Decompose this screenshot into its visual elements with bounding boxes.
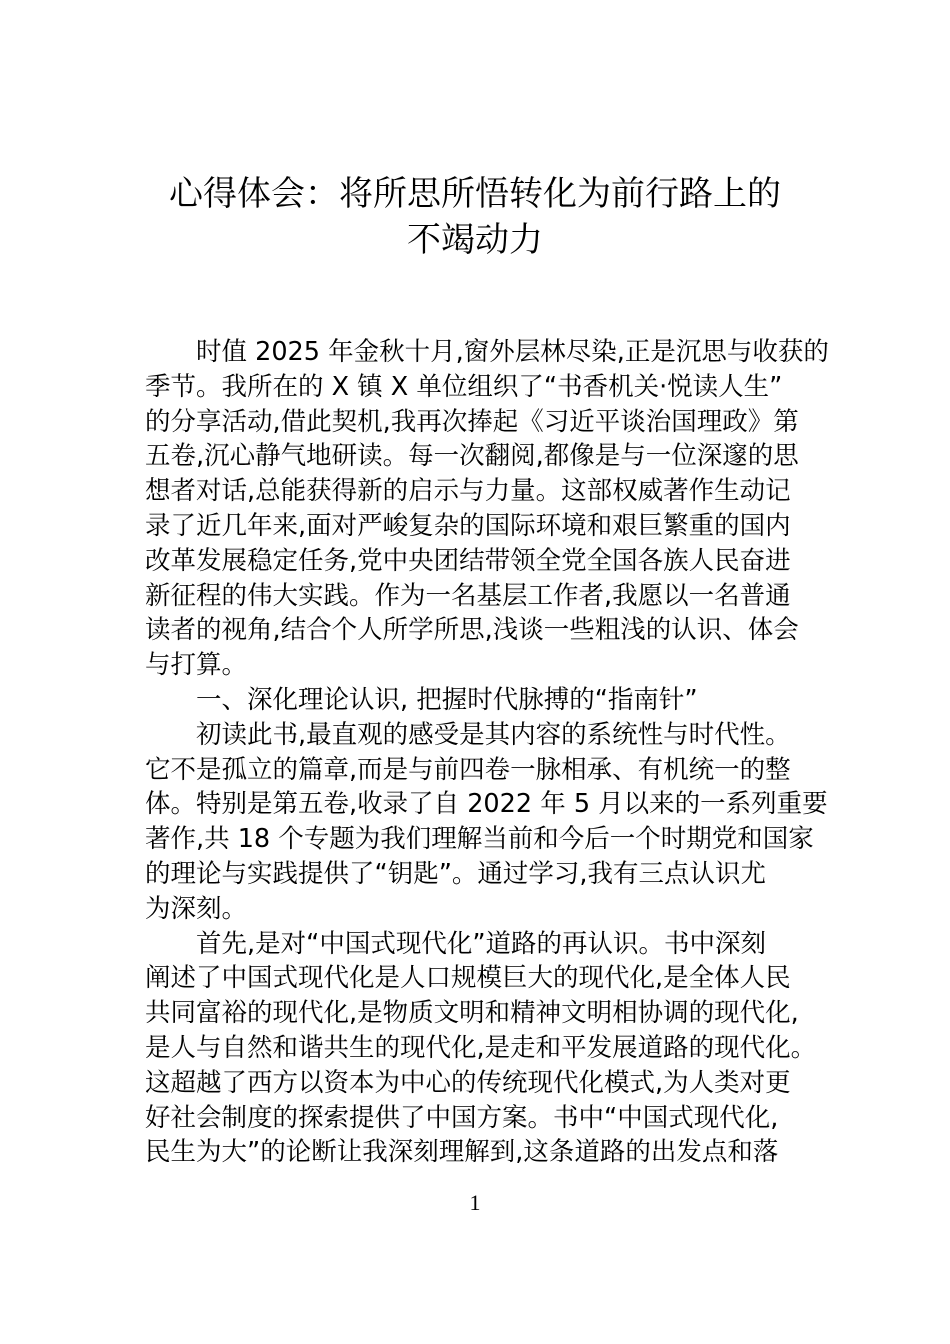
- body-line: 民生为大”的论断让我深刻理解到,这条道路的出发点和落: [145, 1137, 779, 1168]
- section-heading: 一、深化理论认识, 把握时代脉搏的“指南针”: [196, 684, 698, 715]
- body-line: 想者对话,总能获得新的启示与力量。这部权威著作生动记: [145, 476, 791, 507]
- body-line: 改革发展稳定任务,党中央团结带领全党全国各族人民奋进: [145, 545, 791, 576]
- body-line: 它不是孤立的篇章,而是与前四卷一脉相承、有机统一的整: [145, 754, 791, 785]
- body-line: 这超越了西方以资本为中心的传统现代化模式,为人类对更: [145, 1067, 791, 1098]
- body-line: 为深刻。: [145, 893, 248, 924]
- body-line: 录了近几年来,面对严峻复杂的国际环境和艰巨繁重的国内: [145, 510, 791, 541]
- page-number: 1: [469, 1190, 481, 1215]
- document-title-line-2: 不竭动力: [407, 220, 543, 260]
- body-line: 共同富裕的现代化,是物质文明和精神文明相协调的现代化,: [145, 998, 799, 1029]
- body-line: 的分享活动,借此契机,我再次捧起《习近平谈治国理政》第: [145, 406, 799, 437]
- body-line: 时值 2025 年金秋十月,窗外层林尽染,正是沉思与收获的: [196, 337, 829, 367]
- body-line: 五卷,沉心静气地研读。每一次翻阅,都像是与一位深邃的思: [145, 441, 799, 472]
- body-line: 读者的视角,结合个人所学所思,浅谈一些粗浅的认识、体会: [145, 615, 799, 646]
- body-line: 与打算。: [145, 650, 248, 681]
- body-line: 季节。我所在的 X 镇 X 单位组织了“书香机关·悦读人生”: [145, 371, 783, 402]
- body-line: 体。特别是第五卷,收录了自 2022 年 5 月以来的一系列重要: [145, 789, 828, 820]
- body-line: 是人与自然和谐共生的现代化,是走和平发展道路的现代化。: [145, 1032, 817, 1063]
- body-line: 首先,是对“中国式现代化”道路的再认识。书中深刻: [196, 928, 767, 959]
- document-title-line-1: 心得体会：将所思所悟转化为前行路上的: [169, 174, 781, 214]
- body-line: 著作,共 18 个专题为我们理解当前和今后一个时期党和国家: [145, 824, 814, 855]
- body-line: 初读此书,最直观的感受是其内容的系统性与时代性。: [196, 719, 791, 750]
- body-line: 好社会制度的探索提供了中国方案。书中“中国式现代化,: [145, 1102, 779, 1133]
- document-body: [145, 335, 829, 1170]
- body-line: 新征程的伟大实践。作为一名基层工作者,我愿以一名普通: [145, 580, 791, 611]
- body-line: 阐述了中国式现代化是人口规模巨大的现代化,是全体人民: [145, 963, 791, 994]
- body-line: 的理论与实践提供了“钥匙”。通过学习,我有三点认识尤: [145, 858, 767, 889]
